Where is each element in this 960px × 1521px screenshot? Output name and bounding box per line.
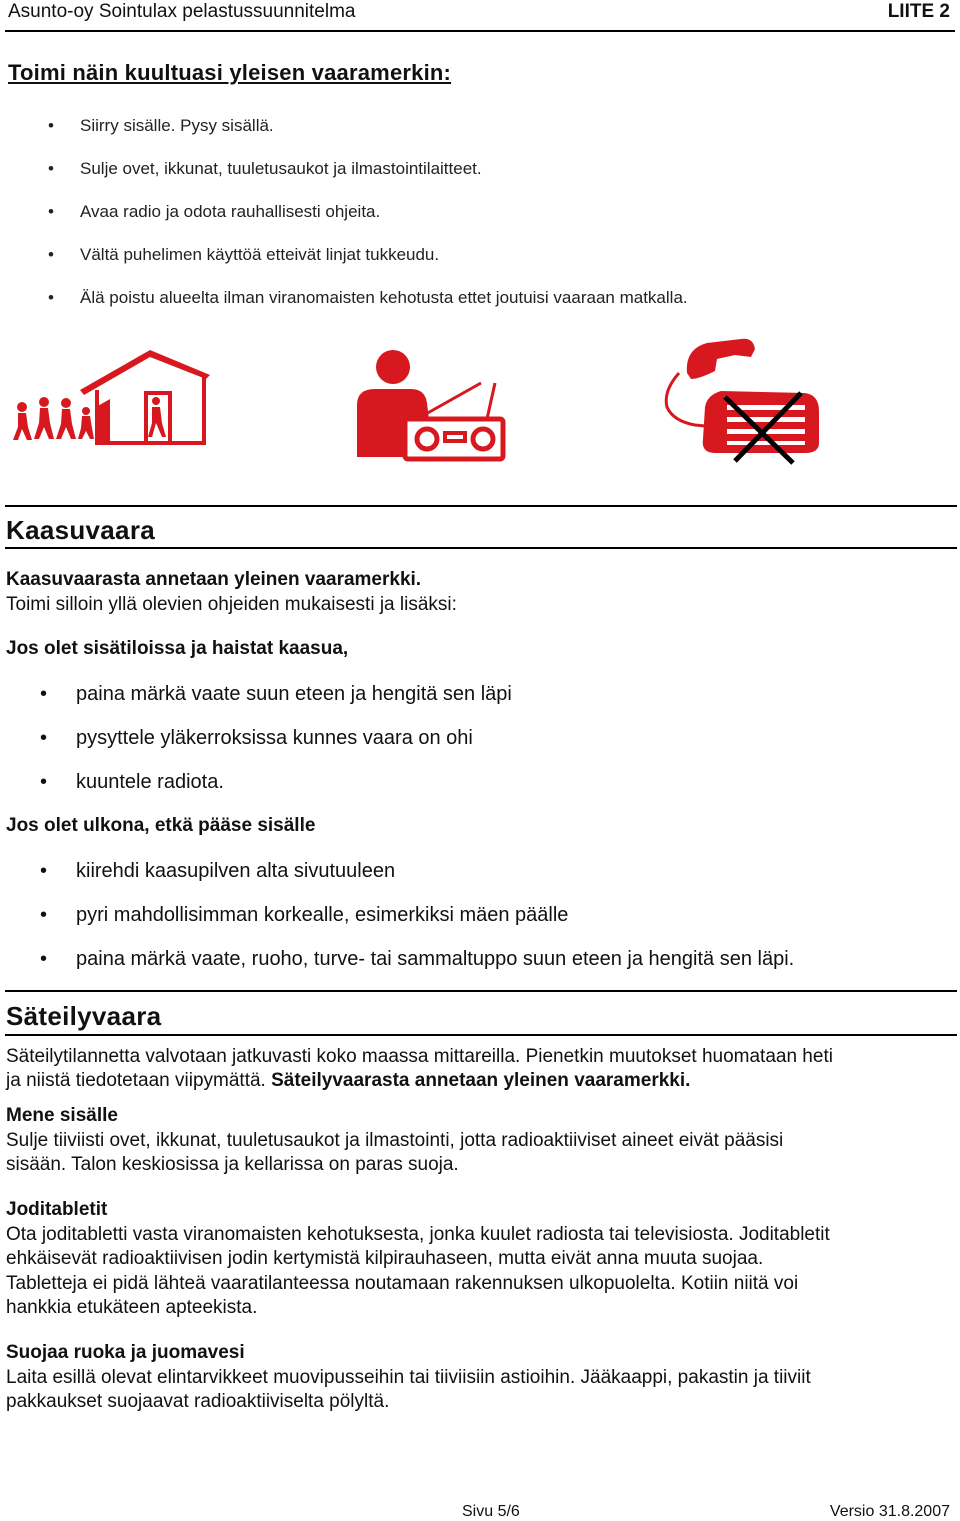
food-water-text: Laita esillä olevat elintarvikkeet muovipusseihin tai tiiviisiin astioihin. Jääkaappi, pakastin ja tiiviit — [6, 1367, 811, 1388]
page-number: Sivu 5/6 — [462, 1503, 520, 1520]
food-water-text: pakkaukset suojaavat radioaktiiviselta pölyltä. — [6, 1391, 390, 1412]
header-divider — [5, 30, 955, 32]
section-divider — [5, 1034, 957, 1036]
gas-intro-bold: Kaasuvaarasta annetaan yleinen vaaramerkki. — [6, 569, 422, 590]
section-divider — [5, 547, 957, 549]
gas-intro: Toimi silloin yllä olevien ohjeiden mukaisesti ja lisäksi: — [6, 594, 457, 615]
food-water-heading: Suojaa ruoka ja juomavesi — [6, 1342, 245, 1363]
radiation-paragraph-line2: ja niistä tiedotetaan viipymättä. Säteilyvaarasta annetaan yleinen vaaramerkki. — [6, 1070, 691, 1091]
gas-hazard-heading: Kaasuvaara — [6, 515, 155, 545]
gas-outdoor-heading: Jos olet ulkona, etkä pääse sisälle — [6, 815, 316, 836]
radiation-paragraph: Säteilytilannetta valvotaan jatkuvasti koko maassa mittareilla. Pienetkin muutokset huomataan heti — [6, 1046, 833, 1067]
appendix-label: LIITE 2 — [887, 1, 950, 22]
iodine-text: hankkia etukäteen apteekista. — [6, 1297, 258, 1318]
page-header — [8, 0, 950, 24]
radiation-hazard-heading: Säteilyvaara — [6, 1001, 162, 1031]
no-phone-icon — [655, 335, 825, 467]
document-title: Asunto-oy Sointulax pelastussuunnitelma — [8, 1, 356, 22]
iodine-text: Ota joditabletti vasta viranomaisten kehotuksesta, jonka kuulet radiosta tai televisiosta. Joditabletit — [6, 1224, 830, 1245]
iodine-text: Tabletteja ei pidä lähteä vaaratilanteessa noutamaan rakennuksen ulkopuolelta. Kotiin niitä voi — [6, 1273, 799, 1294]
iodine-heading: Joditabletit — [6, 1199, 108, 1220]
go-indoors-text: sisään. Talon keskiosissa ja kellarissa on paras suoja. — [6, 1154, 459, 1175]
go-indoors-heading: Mene sisälle — [6, 1105, 118, 1126]
iodine-text: ehkäisevät radioaktiivisen jodin kertymistä kilpirauhaseen, mutta eivät anna muuta suojaa. — [6, 1248, 764, 1269]
gas-indoor-heading: Jos olet sisätiloissa ja haistat kaasua, — [6, 638, 349, 659]
section-divider — [5, 990, 957, 992]
listen-radio-icon — [355, 345, 505, 463]
version-label: Versio 31.8.2007 — [829, 1503, 950, 1520]
general-warning-title: Toimi näin kuultuasi yleisen vaaramerkin: — [8, 60, 452, 85]
go-indoors-text: Sulje tiiviisti ovet, ikkunat, tuuletusaukot ja ilmastointi, jotta radioaktiiviset aineet eivät pääsisi — [6, 1130, 784, 1151]
section-divider — [5, 505, 957, 507]
go-indoors-icon — [10, 345, 215, 455]
